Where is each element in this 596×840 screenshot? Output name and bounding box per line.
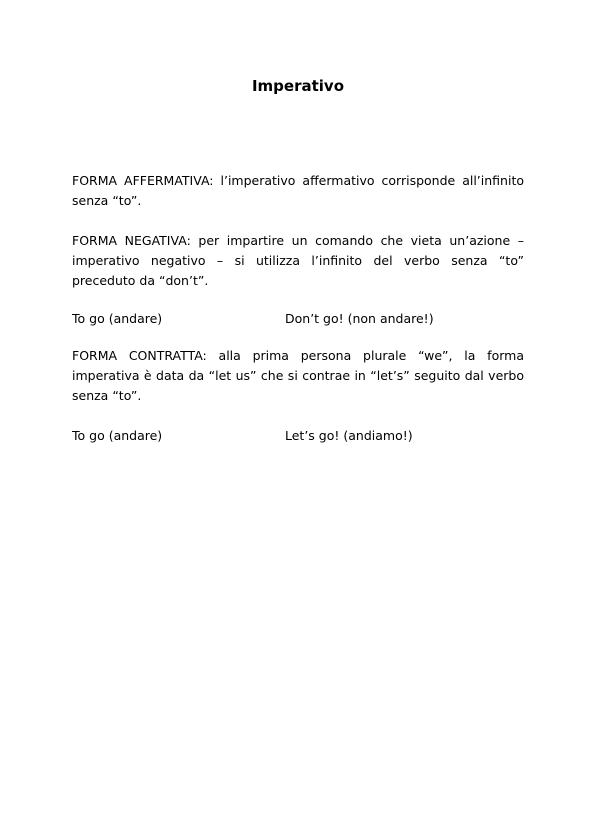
paragraph-forma-contratta: FORMA CONTRATTA: alla prima persona plurale “we”, la forma imperativa è data da “let us” che si contrae in “let’s” seguito dal verbo senza “to”. xyxy=(72,348,524,403)
paragraph-forma-affermativa: FORMA AFFERMATIVA: l’imperativo affermativo corrisponde all’infinito senza “to”. xyxy=(72,173,524,208)
document-title: Imperativo xyxy=(251,77,345,95)
example-infinitive: To go (andare) xyxy=(72,428,163,443)
example-infinitive: To go (andare) xyxy=(72,311,163,326)
example-imperative: Don’t go! (non andare!) xyxy=(285,311,434,326)
example-negative xyxy=(72,309,524,329)
example-contracted xyxy=(72,426,524,446)
paragraph-forma-negativa: FORMA NEGATIVA: per impartire un comando che vieta un’azione – imperativo negativo – si utilizza l’infinito del verbo senza “to” preceduto da “don’t”. xyxy=(72,233,524,288)
example-imperative: Let’s go! (andiamo!) xyxy=(285,428,413,443)
